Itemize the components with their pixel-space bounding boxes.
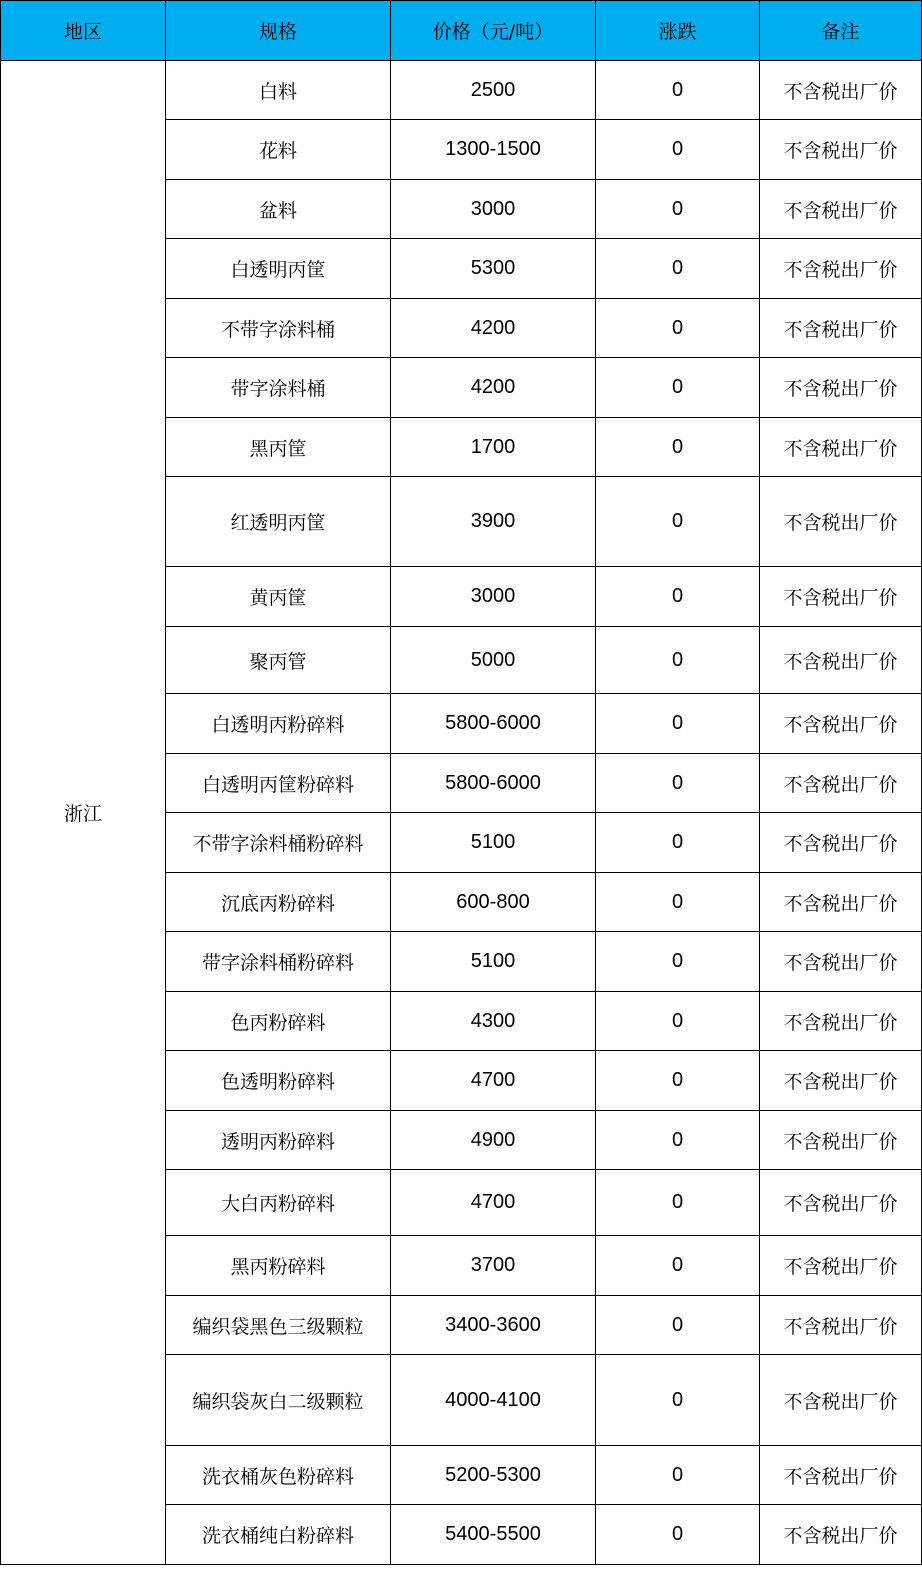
note-cell: 不含税出厂价: [760, 1296, 922, 1355]
price-cell: 3900: [391, 477, 596, 567]
price-cell: 4200: [391, 299, 596, 358]
change-cell: 0: [596, 180, 760, 239]
change-cell: 0: [596, 992, 760, 1051]
change-cell: 0: [596, 299, 760, 358]
header-row: [1, 1, 922, 61]
header-note: 备注: [760, 1, 922, 61]
change-cell: 0: [596, 239, 760, 299]
spec-cell: 色丙粉碎料: [166, 992, 391, 1051]
note-cell: 不含税出厂价: [760, 418, 922, 477]
note-cell: 不含税出厂价: [760, 299, 922, 358]
table-row: [1, 61, 922, 120]
spec-cell: 聚丙管: [166, 627, 391, 694]
spec-cell: 带字涂料桶: [166, 358, 391, 418]
spec-cell: 洗衣桶灰色粉碎料: [166, 1446, 391, 1505]
spec-cell: 白透明丙粉碎料: [166, 694, 391, 754]
note-cell: 不含税出厂价: [760, 1051, 922, 1111]
note-cell: 不含税出厂价: [760, 1355, 922, 1446]
header-region: 地区: [1, 1, 166, 61]
spec-cell: 盆料: [166, 180, 391, 239]
price-cell: 1700: [391, 418, 596, 477]
price-cell: 3700: [391, 1236, 596, 1296]
note-cell: 不含税出厂价: [760, 61, 922, 120]
change-cell: 0: [596, 567, 760, 627]
change-cell: 0: [596, 1355, 760, 1446]
change-cell: 0: [596, 754, 760, 813]
change-cell: 0: [596, 1170, 760, 1236]
change-cell: 0: [596, 1446, 760, 1505]
change-cell: 0: [596, 694, 760, 754]
note-cell: 不含税出厂价: [760, 932, 922, 992]
price-cell: 5400-5500: [391, 1505, 596, 1565]
spec-cell: 沉底丙粉碎料: [166, 873, 391, 932]
change-cell: 0: [596, 932, 760, 992]
note-cell: 不含税出厂价: [760, 567, 922, 627]
price-cell: 5200-5300: [391, 1446, 596, 1505]
spec-cell: 白透明丙筐: [166, 239, 391, 299]
change-cell: 0: [596, 813, 760, 873]
price-cell: 4700: [391, 1051, 596, 1111]
price-cell: 5100: [391, 932, 596, 992]
price-cell: 1300-1500: [391, 120, 596, 180]
note-cell: 不含税出厂价: [760, 627, 922, 694]
table-header: [1, 1, 922, 61]
price-cell: 3400-3600: [391, 1296, 596, 1355]
price-cell: 5000: [391, 627, 596, 694]
table-body: [1, 61, 922, 1565]
price-cell: 4900: [391, 1111, 596, 1170]
change-cell: 0: [596, 120, 760, 180]
header-spec: 规格: [166, 1, 391, 61]
region-cell: 浙江: [1, 61, 166, 1565]
note-cell: 不含税出厂价: [760, 873, 922, 932]
spec-cell: 红透明丙筐: [166, 477, 391, 567]
note-cell: 不含税出厂价: [760, 1111, 922, 1170]
change-cell: 0: [596, 1505, 760, 1565]
note-cell: 不含税出厂价: [760, 239, 922, 299]
spec-cell: 不带字涂料桶粉碎料: [166, 813, 391, 873]
price-cell: 5800-6000: [391, 754, 596, 813]
price-cell: 2500: [391, 61, 596, 120]
change-cell: 0: [596, 1111, 760, 1170]
spec-cell: 带字涂料桶粉碎料: [166, 932, 391, 992]
price-cell: 3000: [391, 567, 596, 627]
spec-cell: 黄丙筐: [166, 567, 391, 627]
price-cell: 5800-6000: [391, 694, 596, 754]
spec-cell: 白透明丙筐粉碎料: [166, 754, 391, 813]
note-cell: 不含税出厂价: [760, 358, 922, 418]
price-cell: 5300: [391, 239, 596, 299]
change-cell: 0: [596, 1296, 760, 1355]
spec-cell: 大白丙粉碎料: [166, 1170, 391, 1236]
note-cell: 不含税出厂价: [760, 754, 922, 813]
note-cell: 不含税出厂价: [760, 477, 922, 567]
price-cell: 3000: [391, 180, 596, 239]
change-cell: 0: [596, 627, 760, 694]
price-cell: 4700: [391, 1170, 596, 1236]
price-cell: 4000-4100: [391, 1355, 596, 1446]
price-cell: 4200: [391, 358, 596, 418]
price-cell: 4300: [391, 992, 596, 1051]
change-cell: 0: [596, 1236, 760, 1296]
change-cell: 0: [596, 1051, 760, 1111]
note-cell: 不含税出厂价: [760, 813, 922, 873]
spec-cell: 编织袋灰白二级颗粒: [166, 1355, 391, 1446]
note-cell: 不含税出厂价: [760, 180, 922, 239]
note-cell: 不含税出厂价: [760, 694, 922, 754]
note-cell: 不含税出厂价: [760, 1505, 922, 1565]
note-cell: 不含税出厂价: [760, 120, 922, 180]
spec-cell: 色透明粉碎料: [166, 1051, 391, 1111]
header-change: 涨跌: [596, 1, 760, 61]
spec-cell: 花料: [166, 120, 391, 180]
spec-cell: 白料: [166, 61, 391, 120]
change-cell: 0: [596, 358, 760, 418]
change-cell: 0: [596, 418, 760, 477]
spec-cell: 洗衣桶纯白粉碎料: [166, 1505, 391, 1565]
spec-cell: 黑丙粉碎料: [166, 1236, 391, 1296]
header-price: 价格（元/吨）: [391, 1, 596, 61]
note-cell: 不含税出厂价: [760, 992, 922, 1051]
spec-cell: 黑丙筐: [166, 418, 391, 477]
note-cell: 不含税出厂价: [760, 1236, 922, 1296]
price-cell: 600-800: [391, 873, 596, 932]
spec-cell: 不带字涂料桶: [166, 299, 391, 358]
change-cell: 0: [596, 61, 760, 120]
note-cell: 不含税出厂价: [760, 1446, 922, 1505]
change-cell: 0: [596, 477, 760, 567]
price-cell: 5100: [391, 813, 596, 873]
spec-cell: 编织袋黑色三级颗粒: [166, 1296, 391, 1355]
note-cell: 不含税出厂价: [760, 1170, 922, 1236]
spec-cell: 透明丙粉碎料: [166, 1111, 391, 1170]
change-cell: 0: [596, 873, 760, 932]
